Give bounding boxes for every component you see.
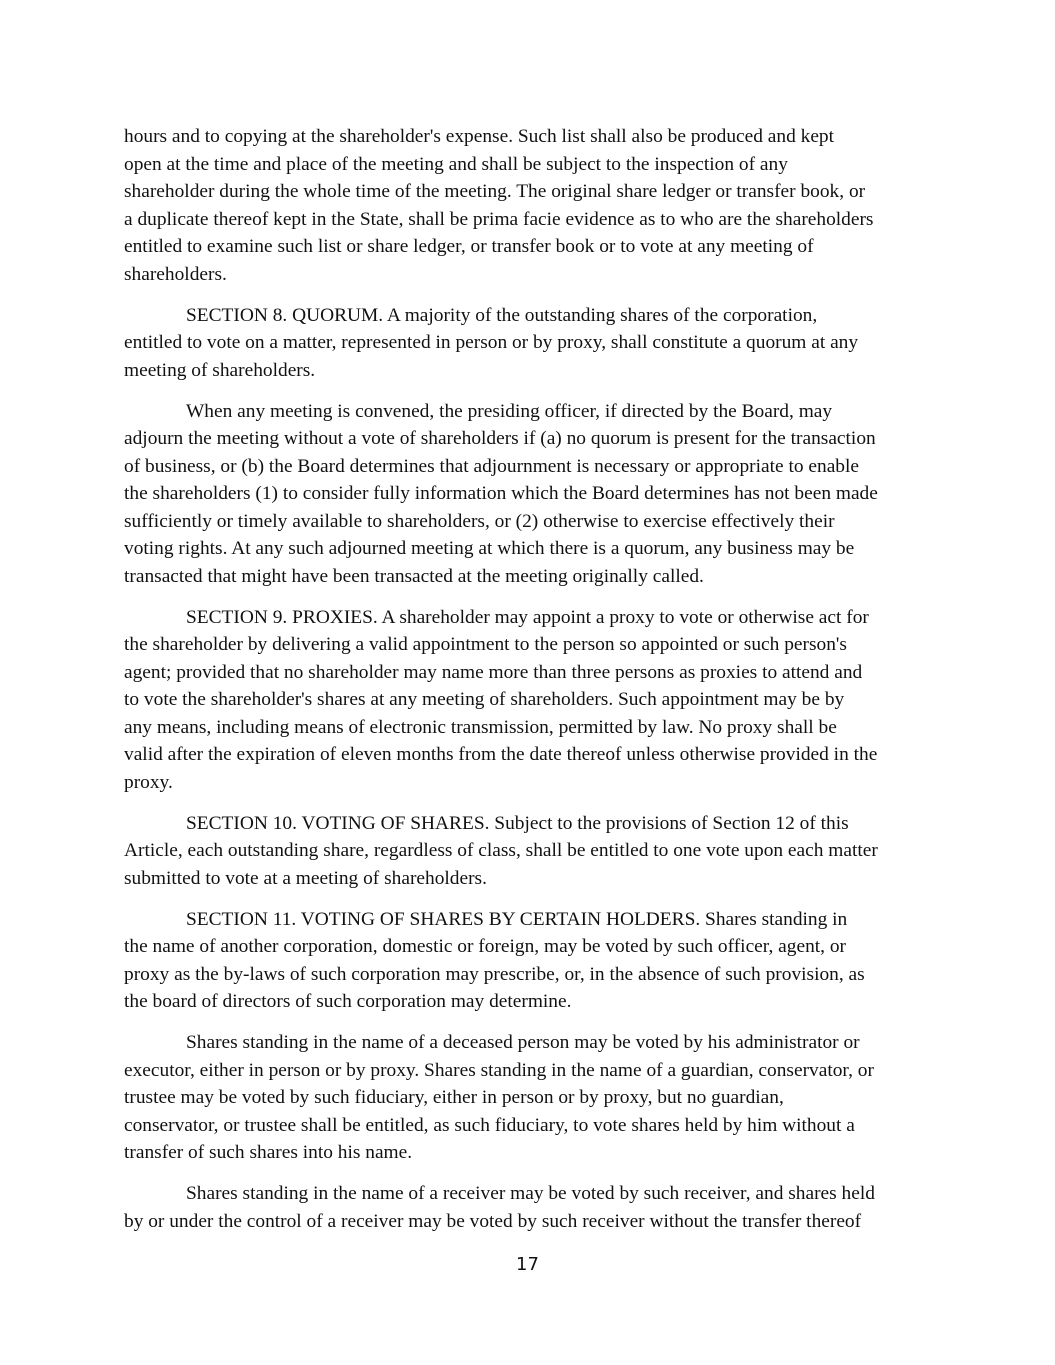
text-line: conservator, or trustee shall be entitled, as such fiduciary, to vote shares held by him without a: [124, 1114, 855, 1136]
text-line: SECTION 9. PROXIES. A shareholder may appoint a proxy to vote or otherwise act for: [186, 606, 869, 628]
text-line: transacted that might have been transacted at the meeting originally called.: [124, 565, 704, 587]
text-line: adjourn the meeting without a vote of shareholders if (a) no quorum is present for the transaction: [124, 428, 876, 449]
text-line: sufficiently or timely available to shareholders, or (2) otherwise to exercise effectively their: [124, 510, 835, 532]
text-line: proxy as the by-laws of such corporation may prescribe, or, in the absence of such provision, as: [124, 963, 865, 985]
text-line: Shares standing in the name of a deceased person may be voted by his administrator or: [186, 1032, 860, 1053]
text-line: SECTION 11. VOTING OF SHARES BY CERTAIN HOLDERS. Shares standing in: [186, 908, 848, 930]
text-line: agent; provided that no shareholder may name more than three persons as proxies to attend and: [124, 661, 863, 683]
text-line: SECTION 10. VOTING OF SHARES. Subject to the provisions of Section 12 of this: [186, 812, 849, 834]
text-line: the shareholder by delivering a valid appointment to the person so appointed or such person's: [124, 634, 847, 655]
text-line: the name of another corporation, domestic or foreign, may be voted by such officer, agent, or: [124, 936, 846, 957]
text-line: entitled to examine such list or share ledger, or transfer book or to vote at any meeting of: [124, 236, 814, 257]
text-line: to vote the shareholder's shares at any meeting of shareholders. Such appointment may be by: [124, 689, 845, 710]
text-line: valid after the expiration of eleven months from the date thereof unless otherwise provided in the: [124, 744, 878, 765]
text-line: open at the time and place of the meeting and shall be subject to the inspection of any: [124, 153, 788, 175]
text-line: of business, or (b) the Board determines that adjournment is necessary or appropriate to enable: [124, 455, 859, 477]
paragraph-section-10-voting-of-shares: [124, 810, 936, 893]
text-line: executor, either in person or by proxy. Shares standing in the name of a guardian, conservator, or: [124, 1059, 874, 1081]
text-line: trustee may be voted by such fiduciary, either in person or by proxy, but no guardian,: [124, 1087, 784, 1108]
paragraph-section-11-certain-holders: [124, 906, 936, 1016]
text-line: SECTION 8. QUORUM. A majority of the outstanding shares of the corporation,: [186, 304, 818, 326]
paragraph-section-11-deceased-person: [124, 1029, 936, 1167]
paragraph-section-8-adjournment: [124, 398, 936, 591]
text-line: the board of directors of such corporation may determine.: [124, 991, 572, 1012]
paragraph-shareholder-list-continuation: [124, 123, 936, 288]
text-line: submitted to vote at a meeting of shareholders.: [124, 867, 487, 889]
paragraph-section-8-quorum: [124, 302, 936, 385]
text-line: by or under the control of a receiver may be voted by such receiver without the transfer thereof: [124, 1210, 862, 1232]
text-line: transfer of such shares into his name.: [124, 1142, 413, 1163]
page-number: 17: [516, 1254, 539, 1275]
text-line: the shareholders (1) to consider fully information which the Board determines has not been made: [124, 483, 878, 504]
text-line: proxy.: [124, 771, 173, 793]
text-line: shareholder during the whole time of the meeting. The original share ledger or transfer book, or: [124, 181, 866, 202]
text-line: entitled to vote on a matter, represented in person or by proxy, shall constitute a quorum at any: [124, 332, 859, 353]
text-line: Article, each outstanding share, regardless of class, shall be entitled to one vote upon each matter: [124, 840, 878, 861]
text-line: voting rights. At any such adjourned meeting at which there is a quorum, any business may be: [124, 538, 855, 559]
text-line: When any meeting is convened, the presiding officer, if directed by the Board, may: [186, 400, 833, 422]
paragraph-section-9-proxies: [124, 604, 936, 797]
paragraph-section-11-receiver: [124, 1180, 936, 1235]
text-line: hours and to copying at the shareholder's expense. Such list shall also be produced and kept: [124, 126, 835, 147]
text-line: shareholders.: [124, 263, 227, 285]
document-body: [124, 123, 936, 1249]
text-line: meeting of shareholders.: [124, 359, 316, 381]
text-line: any means, including means of electronic transmission, permitted by law. No proxy shall be: [124, 716, 837, 738]
text-line: Shares standing in the name of a receiver may be voted by such receiver, and shares held: [186, 1183, 875, 1204]
text-line: a duplicate thereof kept in the State, shall be prima facie evidence as to who are the shareholders: [124, 208, 874, 230]
